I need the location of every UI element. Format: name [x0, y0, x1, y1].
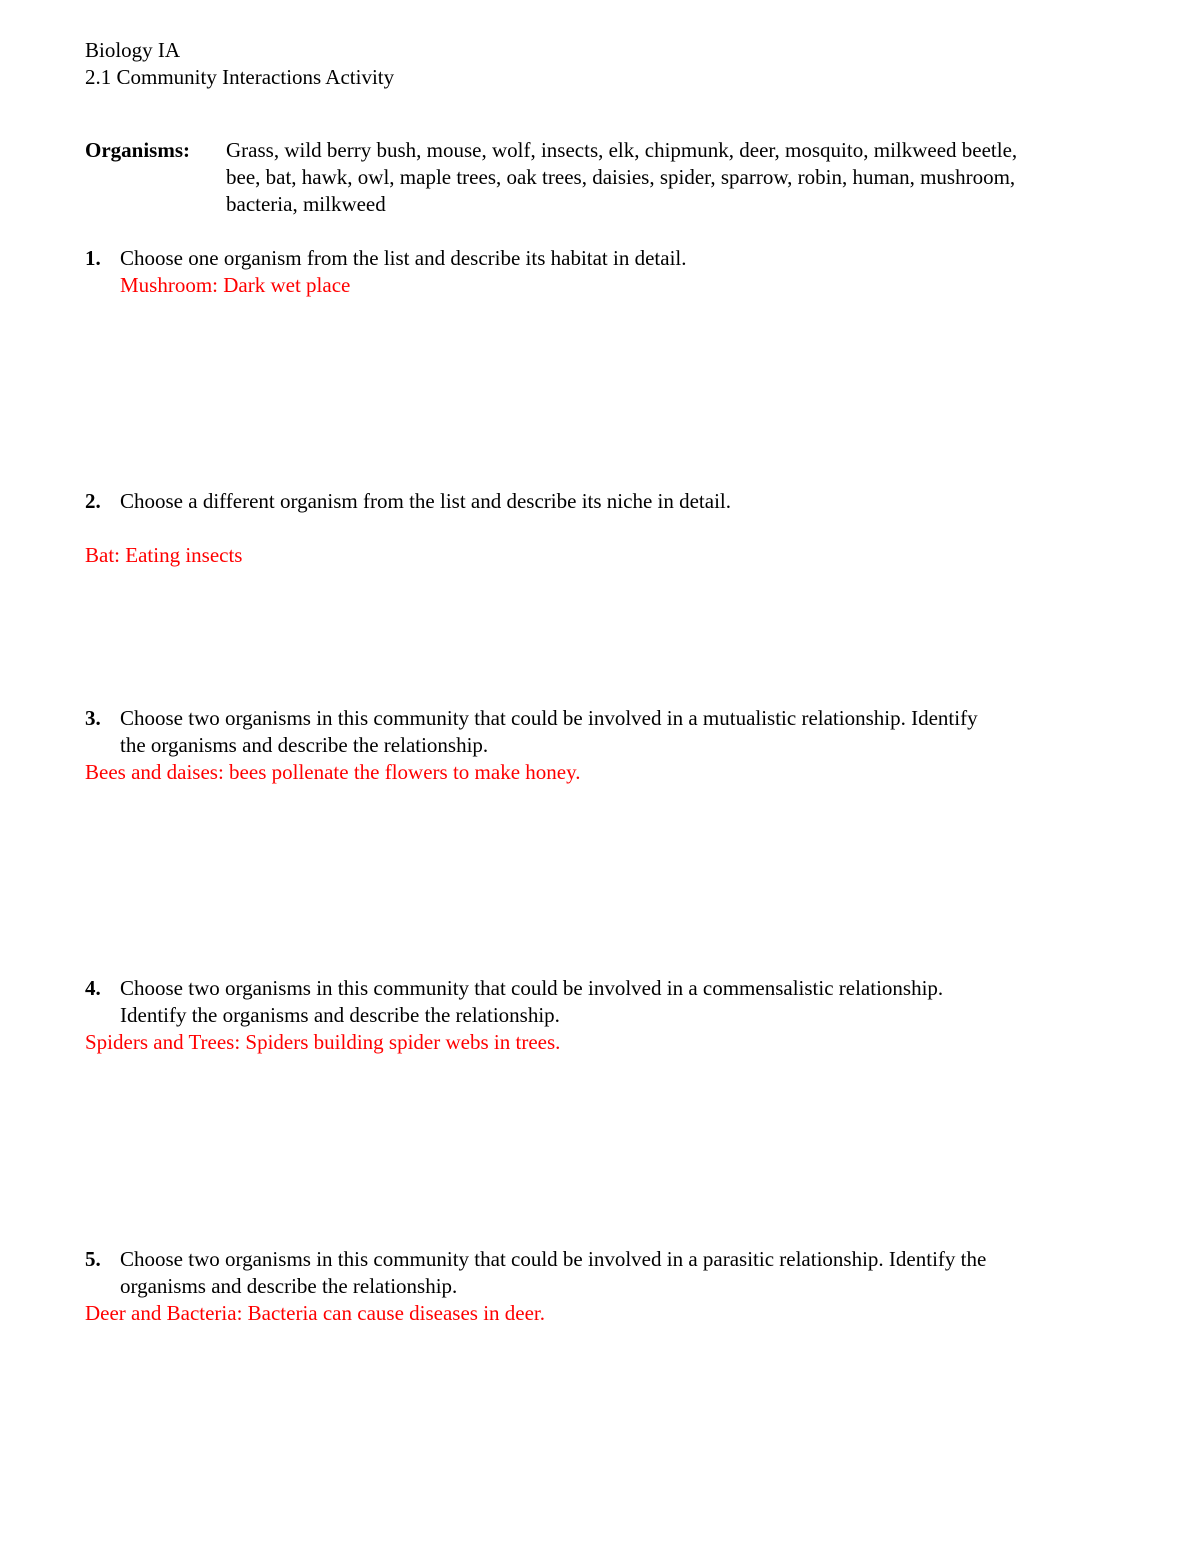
question-3-answer: Bees and daises: bees pollenate the flowers to make honey.	[85, 760, 581, 784]
organisms-list-line-3: bacteria, milkweed	[226, 192, 386, 216]
question-5-prompt-line-1: Choose two organisms in this community that could be involved in a parasitic relationship. Identify the	[120, 1247, 987, 1271]
question-4-prompt-line-2: Identify the organisms and describe the relationship.	[120, 1003, 560, 1027]
course-title: Biology IA	[85, 38, 181, 62]
activity-title: 2.1 Community Interactions Activity	[85, 65, 395, 89]
question-1-number: 1.	[85, 246, 101, 270]
question-4-number: 4.	[85, 976, 101, 1000]
question-2-number: 2.	[85, 489, 101, 513]
question-1-answer: Mushroom: Dark wet place	[120, 273, 351, 297]
organisms-list-line-2: bee, bat, hawk, owl, maple trees, oak trees, daisies, spider, sparrow, robin, human, mushroom,	[226, 165, 1016, 189]
question-1-prompt: Choose one organism from the list and describe its habitat in detail.	[120, 246, 687, 270]
question-4-answer: Spiders and Trees: Spiders building spider webs in trees.	[85, 1030, 561, 1054]
organisms-label: Organisms:	[85, 138, 190, 162]
question-5-number: 5.	[85, 1247, 101, 1271]
question-4-prompt-line-1: Choose two organisms in this community that could be involved in a commensalistic relationship.	[120, 976, 944, 1000]
question-5-prompt-line-2: organisms and describe the relationship.	[120, 1274, 458, 1298]
organisms-list-line-1: Grass, wild berry bush, mouse, wolf, insects, elk, chipmunk, deer, mosquito, milkweed beetle,	[226, 138, 1018, 162]
question-3-prompt-line-1: Choose two organisms in this community that could be involved in a mutualistic relationship. Identify	[120, 706, 978, 730]
question-3-number: 3.	[85, 706, 101, 730]
question-5-answer: Deer and Bacteria: Bacteria can cause diseases in deer.	[85, 1301, 546, 1325]
question-3-prompt-line-2: the organisms and describe the relationship.	[120, 733, 489, 757]
question-2-prompt: Choose a different organism from the list and describe its niche in detail.	[120, 489, 731, 513]
question-2-answer: Bat: Eating insects	[85, 543, 243, 567]
